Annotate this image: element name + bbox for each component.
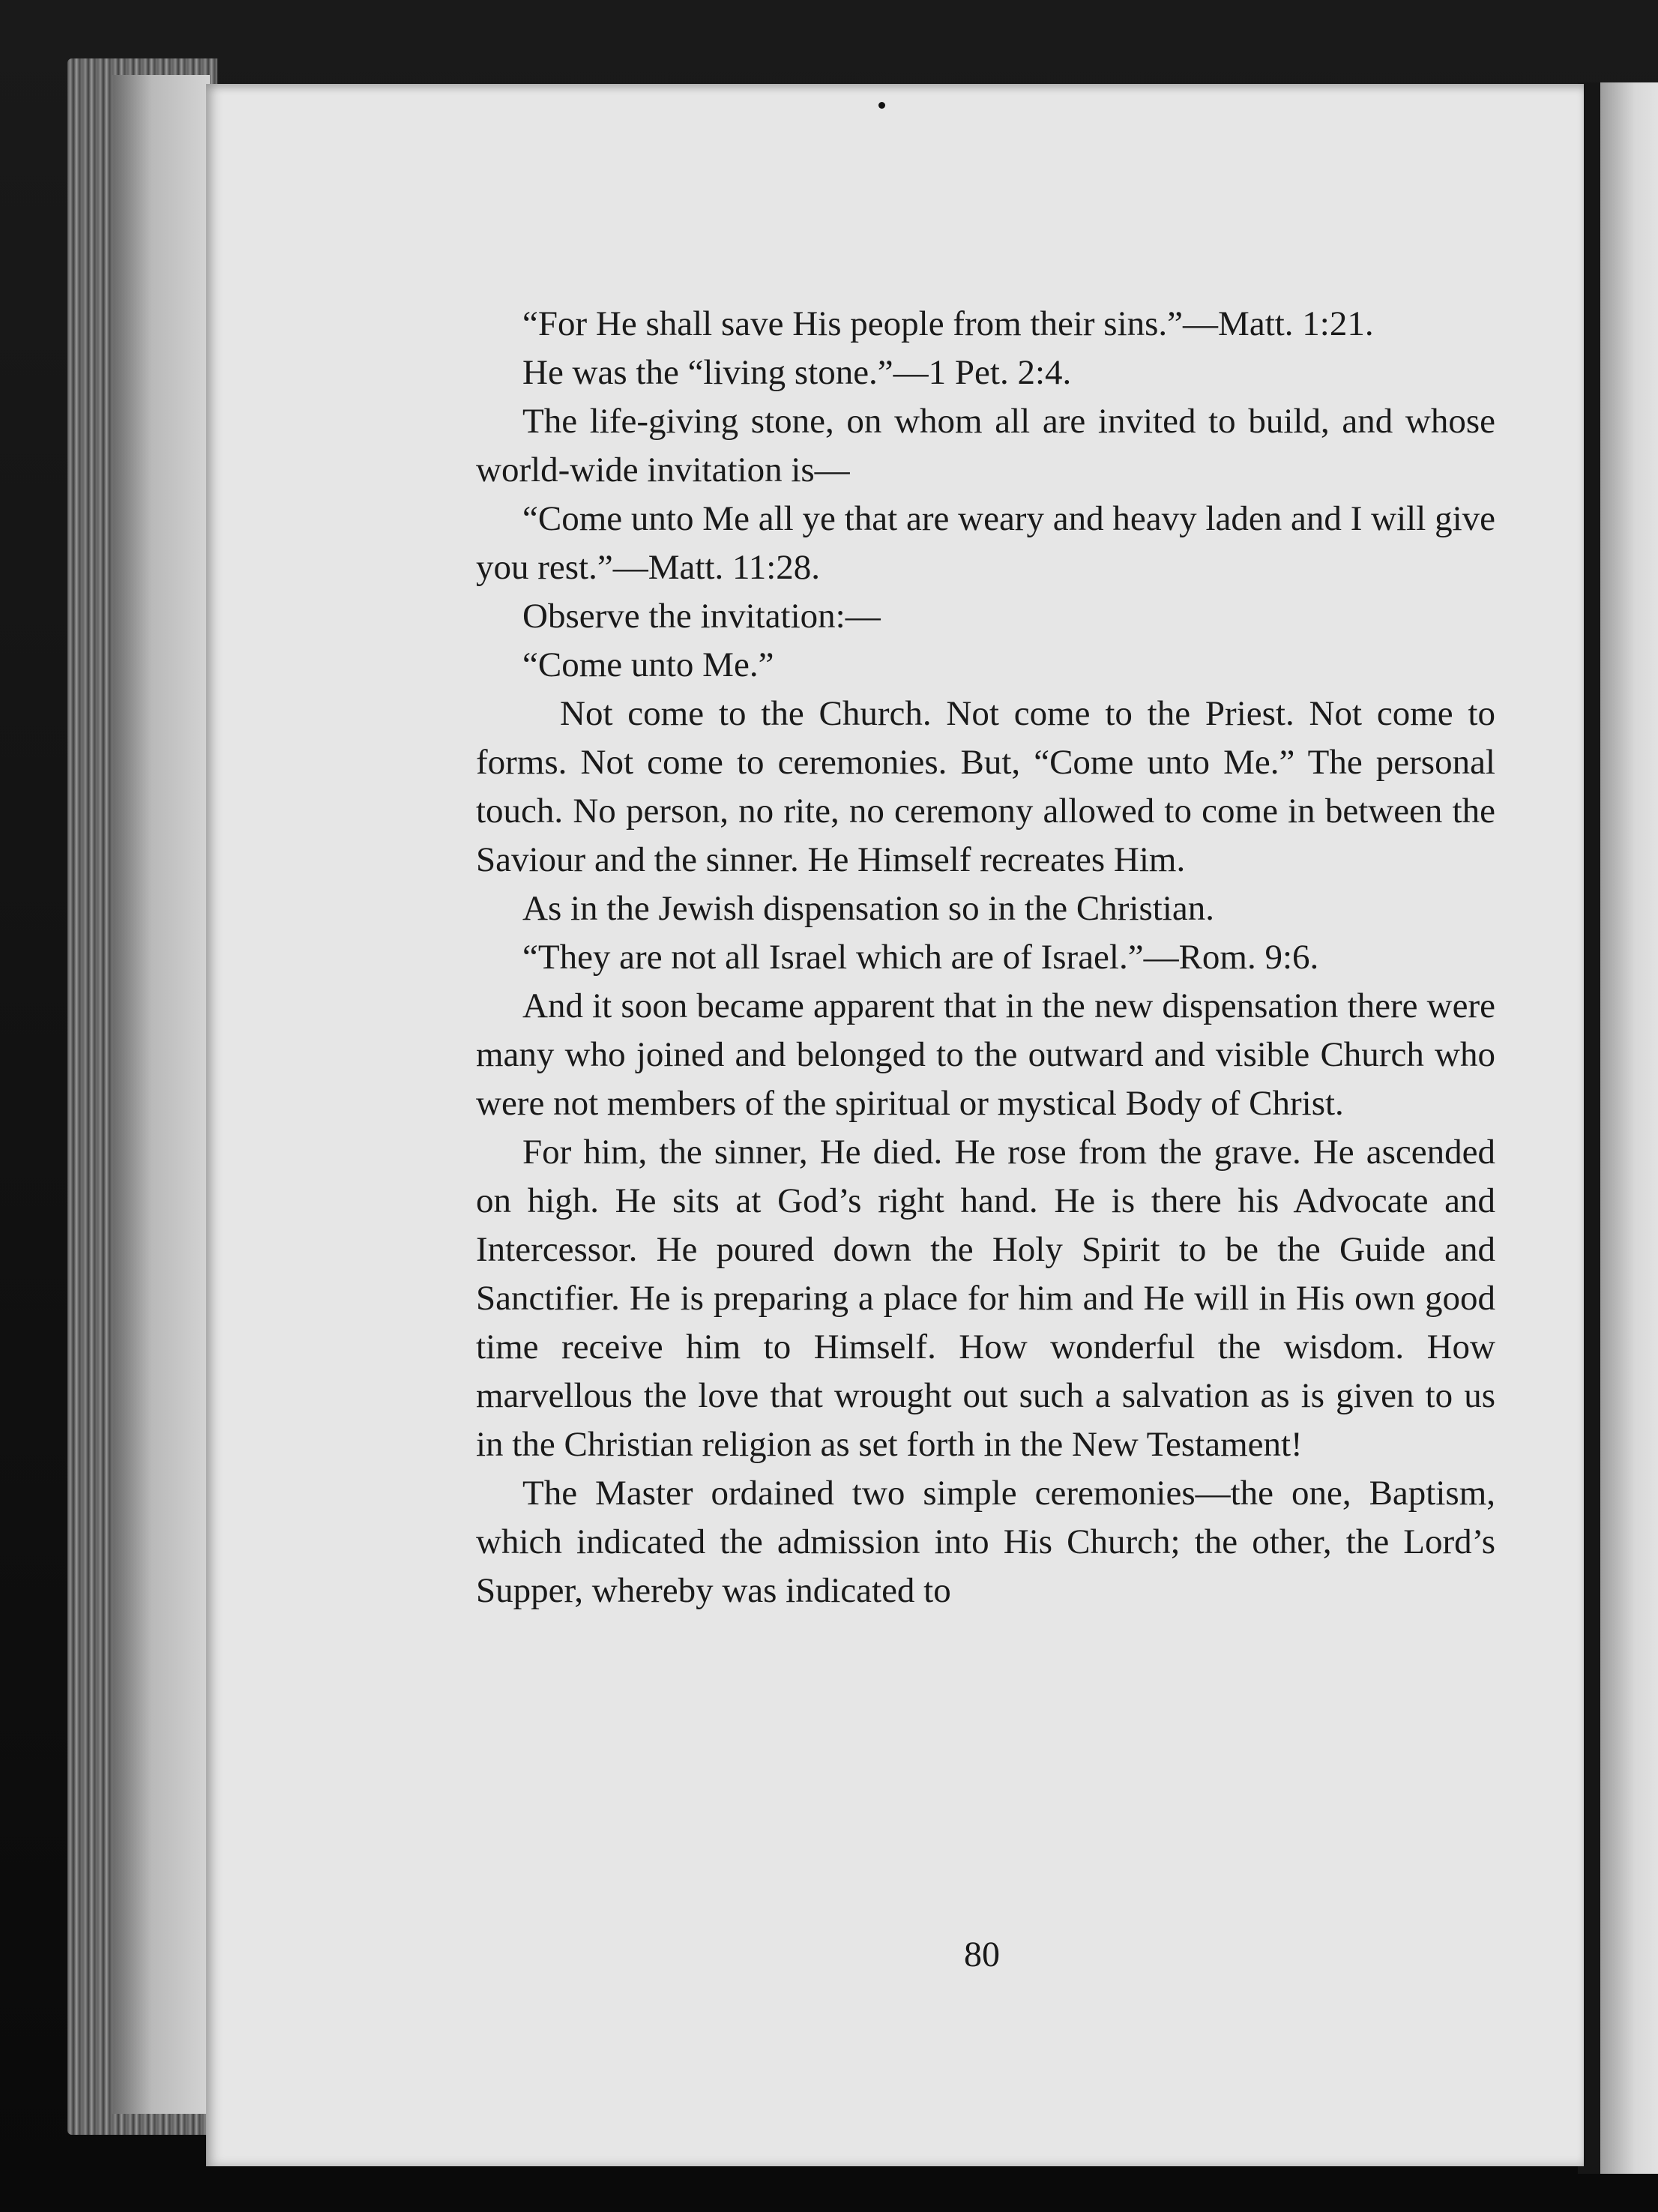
page-number: 80 xyxy=(964,1935,1000,1974)
paragraph: Not come to the Church. Not come to the Priest. Not come to forms. Not come to ceremonies. But, “Come unto Me.” The personal touch. No person, no rite, no ceremony allowed to come in between the Saviour and the sinner. He Himself recreates Him. xyxy=(476,694,1495,879)
paragraph: Observe the invitation:— xyxy=(522,597,881,636)
page-body-text xyxy=(476,300,1495,1615)
paragraph: And it soon became apparent that in the new dispensation there were many who joined and belonged to the outward and visible Church who were not members of the spiritual or mystical Body of Christ. xyxy=(476,986,1495,1123)
paragraph: The life-giving stone, on whom all are invited to build, and whose world-wide invitation is— xyxy=(476,402,1495,489)
next-page-edge xyxy=(1600,82,1658,2174)
paragraph: He was the “living stone.”—1 Pet. 2:4. xyxy=(522,353,1072,392)
paragraph: “They are not all Israel which are of Israel.”—Rom. 9:6. xyxy=(522,938,1319,977)
dust-speck xyxy=(878,102,885,109)
paragraph: “Come unto Me all ye that are weary and heavy laden and I will give you rest.”—Matt. 11:28. xyxy=(476,499,1495,587)
paragraph: As in the Jewish dispensation so in the Christian. xyxy=(522,889,1214,928)
paragraph: “Come unto Me.” xyxy=(522,645,774,684)
paragraph: For him, the sinner, He died. He rose from the grave. He ascended on high. He sits at God’s right hand. He is there his Advocate and Intercessor. He poured down the Holy Spirit to be the Guide and Sanctifier. He is preparing a place for him and He will in His own good time receive him to Himself. How wonderful the wisdom. How marvellous the love that wrought out such a salvation as is given to us in the Christian religion as set forth in the New Testament! xyxy=(476,1133,1495,1464)
paragraph: “For He shall save His people from their sins.”—Matt. 1:21. xyxy=(522,304,1374,343)
page-stack-shadow xyxy=(112,75,210,2114)
paragraph: The Master ordained two simple ceremonies—the one, Baptism, which indicated the admission into His Church; the other, the Lord’s Supper, whereby was indicated to xyxy=(476,1474,1495,1610)
